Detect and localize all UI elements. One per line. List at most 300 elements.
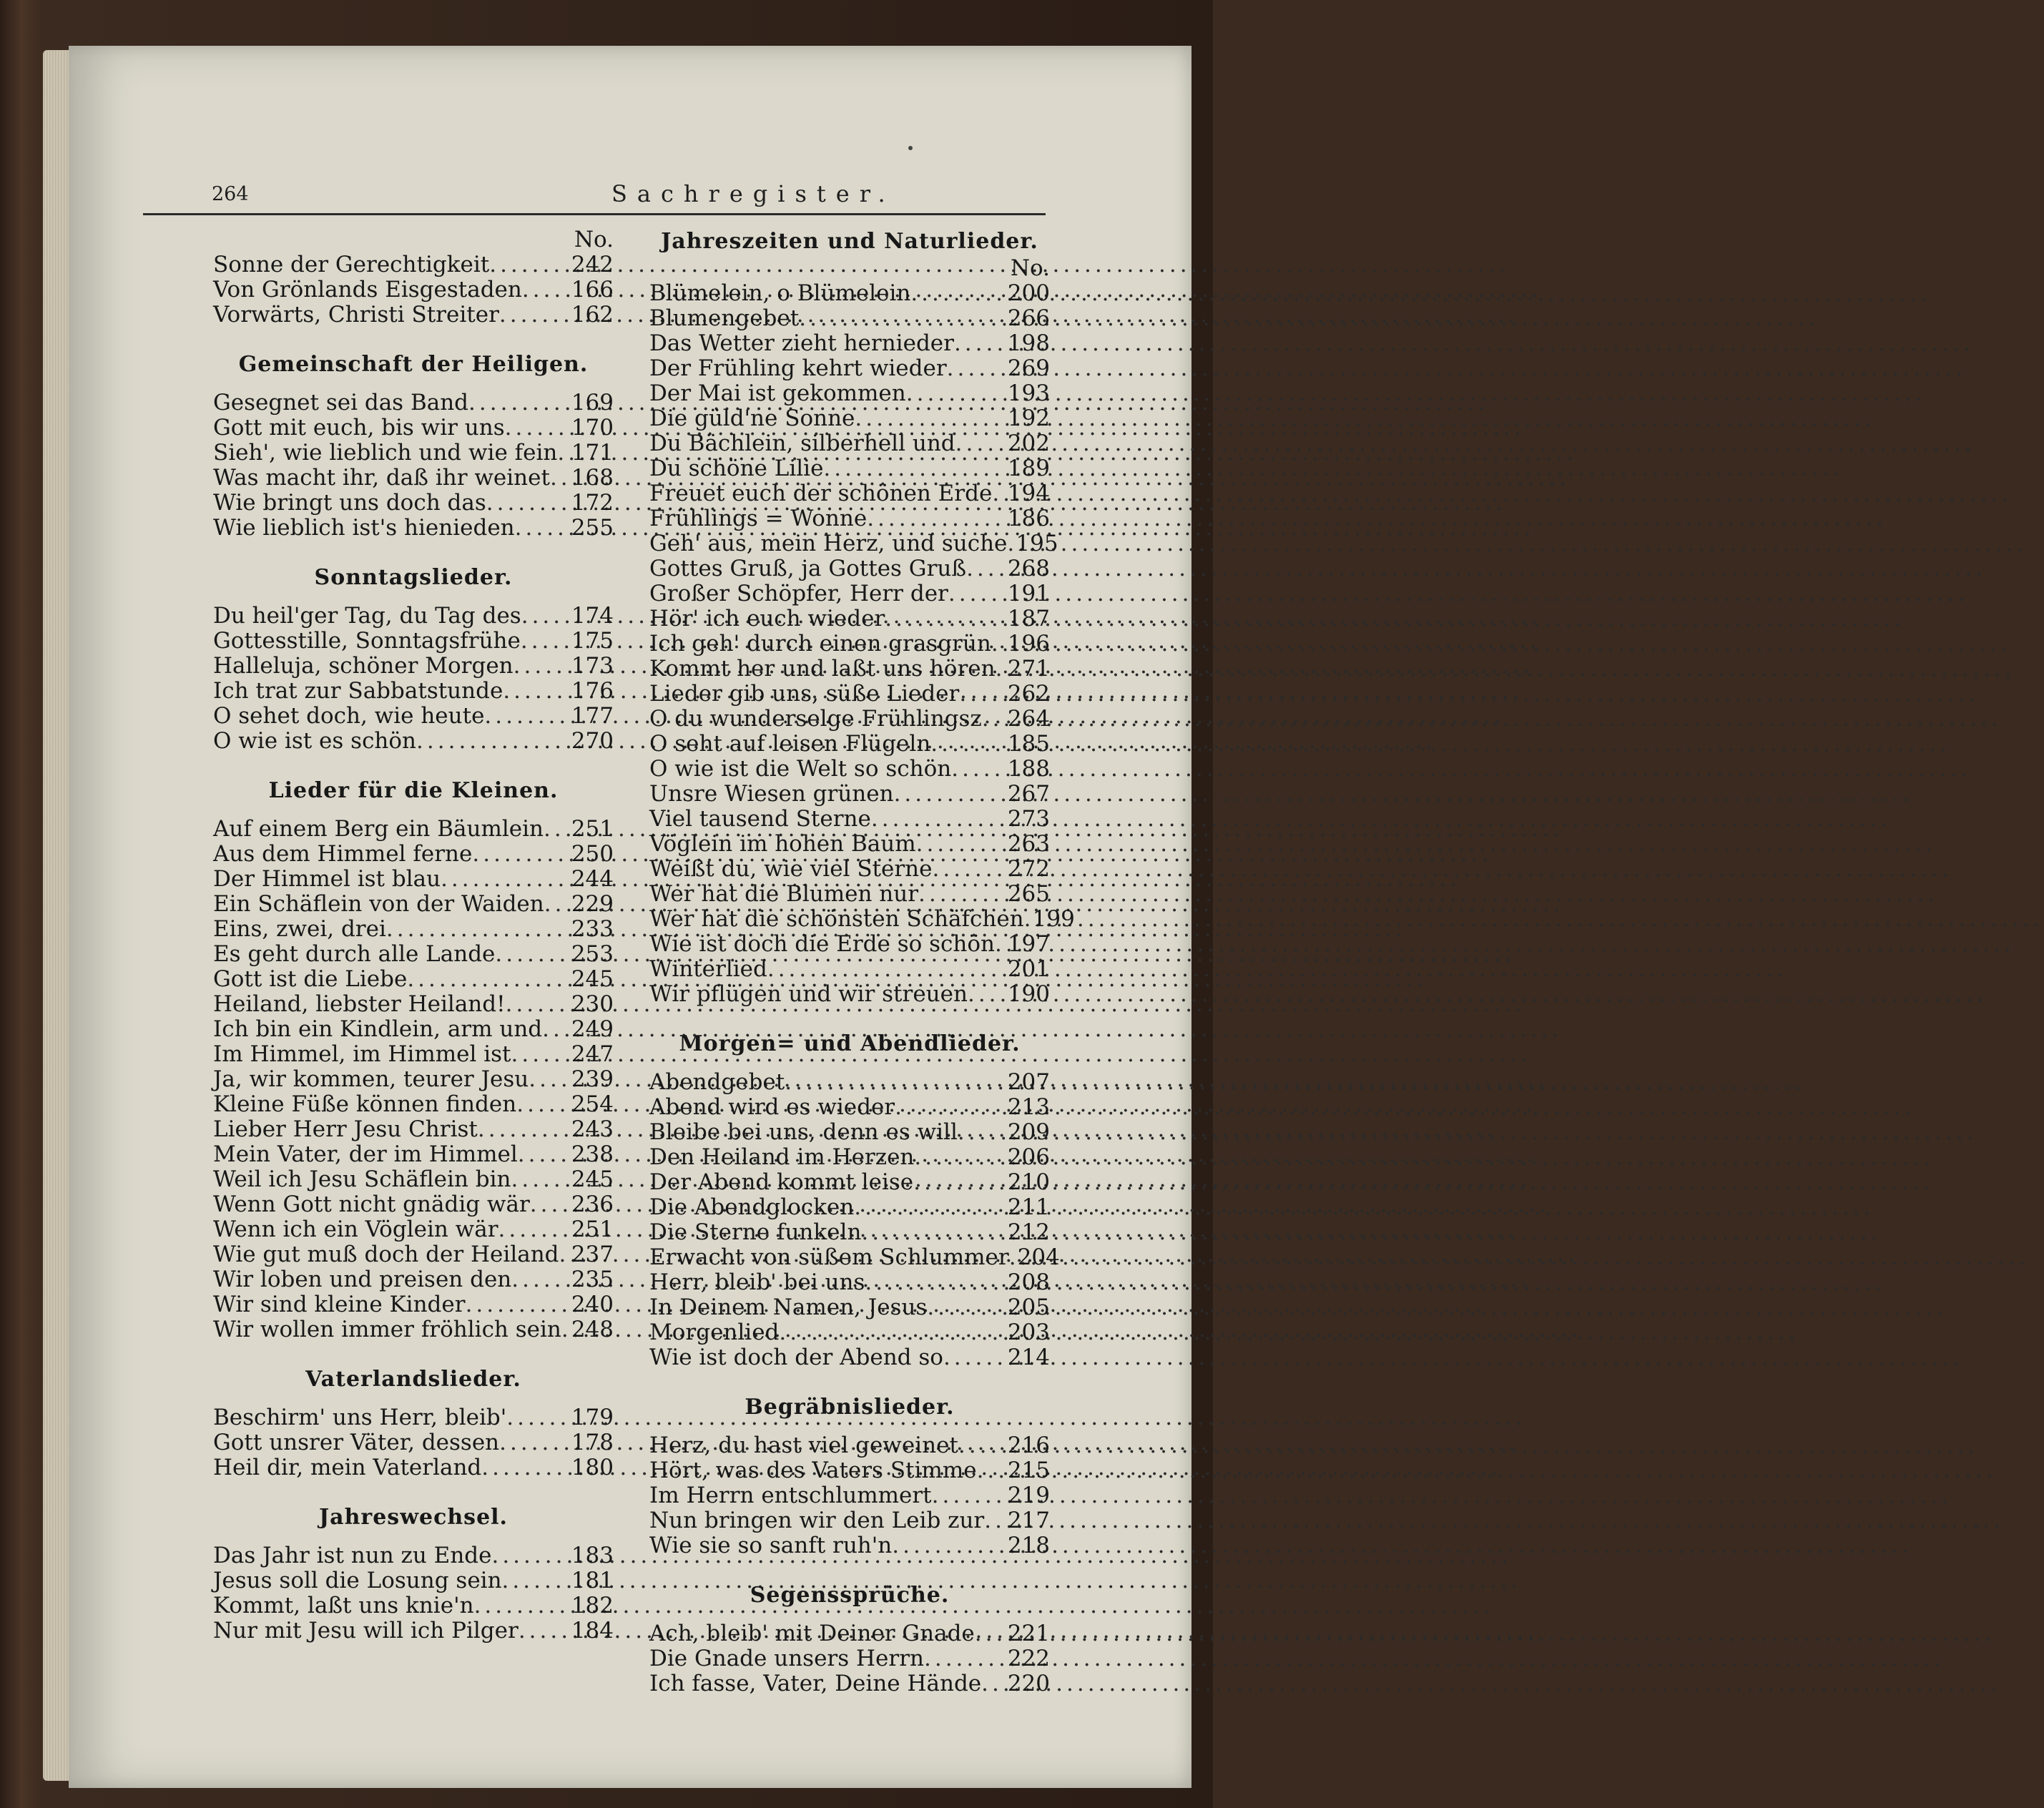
entry-number: 170	[571, 415, 614, 441]
leader-dots	[519, 1618, 570, 1644]
entry-title: Den Heiland im Herzen	[649, 1144, 915, 1170]
entry-title: Eins, zwei, drei	[213, 916, 386, 942]
leader-dots	[518, 1142, 570, 1167]
entry-title: Was macht ihr, daß ihr weinet	[213, 465, 550, 491]
entry-title: Ach, bleib' mit Deiner Gnade	[649, 1621, 975, 1646]
entry-number: 192	[1007, 406, 1050, 431]
index-entry	[649, 556, 1050, 581]
index-entry	[649, 431, 1050, 456]
entry-number: 266	[1007, 305, 1050, 331]
entry-title: Der Mai ist gekommen	[649, 380, 906, 406]
entry-title: Lieber Herr Jesu Christ	[213, 1116, 478, 1142]
entry-title: Wir wollen immer fröhlich sein	[213, 1317, 561, 1342]
index-entry	[649, 957, 1050, 982]
entry-title: Erwacht von süßem Schlummer	[649, 1244, 1009, 1270]
entry-title: Wie gut muß doch der Heiland	[213, 1242, 559, 1267]
entry-title: Die Abendglocken	[649, 1194, 855, 1220]
entry-title: Viel tausend Sterne	[649, 806, 871, 832]
leader-dots	[515, 516, 570, 541]
entry-number: 214	[1007, 1345, 1050, 1370]
entry-number: 188	[1007, 756, 1050, 782]
leader-dots	[924, 1646, 1006, 1671]
leader-dots	[977, 1458, 1006, 1483]
entry-number: 172	[571, 490, 614, 516]
index-entry	[649, 1533, 1050, 1558]
entry-number: 205	[1007, 1294, 1050, 1320]
entry-number: 218	[1007, 1533, 1050, 1558]
right-column	[649, 227, 1075, 1696]
entry-number: 271	[1007, 656, 1050, 682]
entry-number: 187	[1007, 606, 1050, 632]
entry-title: Großer Schöpfer, Herr der	[649, 581, 948, 606]
leader-dots	[948, 581, 1006, 606]
leader-dots	[982, 707, 1006, 732]
index-entry	[213, 1242, 614, 1267]
entry-title: Aus dem Himmel ferne	[213, 841, 473, 867]
entry-title: Gott ist die Liebe	[213, 966, 408, 992]
leader-dots	[894, 782, 1006, 807]
entry-number: 245	[571, 966, 614, 992]
entry-title: Frühlings = Wonne	[649, 506, 868, 531]
leader-dots	[906, 381, 1006, 406]
leader-dots	[514, 654, 570, 679]
entry-title: O wie ist die Welt so schön	[649, 756, 952, 782]
entry-number: 185	[1007, 731, 1050, 757]
leader-dots	[502, 1568, 570, 1593]
entry-number: 221	[1007, 1621, 1050, 1646]
entry-number: 273	[1007, 806, 1050, 832]
index-entry	[649, 1345, 1050, 1370]
entry-number: 208	[1007, 1269, 1050, 1295]
index-entry	[213, 629, 614, 654]
entry-number: 179	[571, 1405, 614, 1430]
leader-dots	[984, 1508, 1006, 1533]
leader-dots	[505, 416, 570, 441]
leader-dots	[511, 1267, 570, 1292]
entry-number: 268	[1007, 556, 1050, 581]
entry-number: 254	[571, 1091, 614, 1117]
entry-number: 195	[1016, 531, 1058, 556]
entry-number: 174	[571, 603, 614, 629]
entry-number: 263	[1007, 831, 1050, 857]
leader-dots	[855, 406, 1006, 431]
entry-title: Von Grönlands Eisgestaden	[213, 277, 522, 303]
leader-dots	[386, 917, 570, 942]
entry-number: 207	[1007, 1069, 1050, 1095]
index-entry	[649, 281, 1050, 306]
leader-dots	[958, 1120, 1006, 1145]
entry-title: Du Bächlein, silberhell und	[649, 431, 955, 456]
entry-title: Wer hat die schönsten Schäfchen	[649, 906, 1024, 932]
entry-title: Blumengebet	[649, 305, 800, 331]
entry-title: Herz, du hast viel geweinet	[649, 1433, 958, 1458]
entry-title: Abend wird es wieder	[649, 1094, 895, 1120]
index-entry	[649, 456, 1050, 481]
entry-number: 270	[571, 728, 614, 754]
entry-number: 264	[1007, 706, 1050, 732]
entry-title: O seht auf leisen Flügeln	[649, 731, 931, 757]
leader-dots	[416, 729, 570, 754]
index-entry	[213, 1142, 614, 1167]
leader-dots	[914, 1145, 1006, 1170]
entry-title: Beschirm' uns Herr, bleib'	[213, 1405, 507, 1430]
index-entry	[213, 1430, 614, 1455]
leader-dots	[486, 491, 570, 516]
leader-dots	[503, 679, 570, 704]
entry-title: Nun bringen wir den Leib zur	[649, 1508, 985, 1533]
entry-title: Vöglein im hohen Baum	[649, 831, 916, 857]
leader-dots	[478, 1117, 570, 1142]
page-edges	[43, 50, 72, 1781]
entry-number: 248	[571, 1317, 614, 1342]
entry-number: 250	[571, 841, 614, 867]
index-entry	[649, 782, 1050, 807]
index-entry	[649, 1270, 1050, 1295]
index-entry	[649, 1195, 1050, 1220]
entry-title: Weißt du, wie viel Sterne	[649, 856, 933, 882]
leader-dots	[544, 817, 570, 842]
index-entry	[213, 1117, 614, 1142]
leader-dots	[910, 281, 1006, 306]
entry-number: 251	[571, 816, 614, 842]
index-entry	[649, 506, 1050, 531]
index-entry	[649, 531, 1058, 556]
entry-title: Jesus soll die Losung sein	[213, 1568, 502, 1593]
leader-dots	[892, 1533, 1006, 1558]
entry-title: O wie ist es schön	[213, 728, 417, 754]
leader-dots	[468, 390, 570, 416]
page-number: 264	[212, 183, 249, 205]
entry-title: Gottes Gruß, ja Gottes Gruß	[649, 556, 967, 581]
index-entry	[649, 306, 1050, 331]
section-heading: Sonntagslieder.	[314, 565, 513, 590]
entry-number: 168	[571, 465, 614, 491]
index-entry	[649, 1070, 1050, 1095]
index-entry	[213, 303, 614, 328]
leader-dots	[561, 1317, 570, 1342]
leader-dots	[516, 1092, 570, 1117]
leader-dots	[996, 657, 1006, 682]
running-title: Sachregister.	[611, 180, 895, 207]
entry-title: Hör' ich euch wieder	[649, 606, 885, 632]
entry-number: 220	[1007, 1671, 1050, 1696]
entry-number: 176	[571, 678, 614, 704]
entry-title: Wie ist doch der Abend so	[649, 1345, 943, 1370]
entry-number: 236	[571, 1192, 614, 1217]
index-entry	[213, 917, 614, 942]
entry-title: Wie sie so sanft ruh'n	[649, 1533, 893, 1558]
index-entry	[649, 1170, 1050, 1195]
entry-title: Ein Schäflein von der Waiden	[213, 891, 544, 917]
index-entry	[649, 632, 1050, 657]
entry-title: Wie lieblich ist's hienieden	[213, 515, 515, 541]
entry-number: 171	[571, 440, 614, 466]
index-entry	[649, 481, 1050, 506]
index-entry	[649, 807, 1050, 832]
entry-title: Wir pflügen und wir streuen	[649, 981, 968, 1007]
index-entry	[649, 1320, 1050, 1345]
entry-number: 206	[1007, 1144, 1050, 1170]
leader-dots	[559, 1242, 570, 1267]
section-heading: Morgen= und Abendlieder.	[679, 1031, 1021, 1056]
index-entry	[649, 757, 1050, 782]
entry-number: 175	[571, 628, 614, 654]
entry-title: Ich trat zur Sabbatstunde	[213, 678, 503, 704]
index-entry	[213, 992, 614, 1017]
leader-dots	[466, 1292, 570, 1317]
entry-number: 235	[571, 1267, 614, 1292]
entry-title: Es geht durch alle Lande	[213, 941, 496, 967]
entry-title: Ich fasse, Vater, Deine Hände	[649, 1671, 982, 1696]
entry-number: 169	[571, 390, 614, 416]
index-entry	[213, 390, 614, 416]
entry-number: 210	[1007, 1169, 1050, 1195]
entry-number: 222	[1007, 1646, 1050, 1671]
entry-number: 255	[571, 515, 614, 541]
index-entry	[213, 729, 614, 754]
index-entry	[213, 604, 614, 629]
index-entry	[649, 381, 1050, 406]
entry-title: Die güld'ne Sonne	[649, 406, 855, 431]
entry-number: 191	[1007, 581, 1050, 606]
index-entry	[649, 1295, 1050, 1320]
leader-dots	[506, 992, 570, 1017]
leader-dots	[530, 1192, 570, 1217]
entry-title: Wie ist doch die Erde so schön	[649, 931, 995, 957]
leader-dots	[779, 1320, 1006, 1345]
entry-number: 181	[571, 1568, 614, 1593]
entry-title: Gesegnet sei das Band	[213, 390, 469, 416]
index-entry	[649, 732, 1050, 757]
leader-dots	[865, 1270, 1006, 1295]
leader-dots	[933, 857, 1006, 882]
index-entry	[649, 356, 1050, 381]
leader-dots	[885, 606, 1006, 632]
entry-number: 219	[1007, 1483, 1050, 1508]
leader-dots	[481, 1455, 570, 1480]
leader-dots	[521, 629, 570, 654]
left-column	[213, 227, 614, 1644]
entry-title: Herr, bleib' bei uns	[649, 1269, 865, 1295]
entry-number: 253	[571, 941, 614, 967]
entry-title: Heil dir, mein Vaterland	[213, 1455, 482, 1480]
index-entry	[649, 331, 1050, 356]
entry-title: Auf einem Berg ein Bäumlein	[213, 816, 544, 842]
index-entry	[213, 416, 614, 441]
index-entry	[213, 842, 614, 867]
entry-title: Das Wetter zieht hernieder	[649, 330, 954, 356]
leader-dots	[521, 604, 570, 629]
entry-title: Im Himmel, im Himmel ist	[213, 1041, 511, 1067]
entry-number: 162	[571, 302, 614, 328]
entry-number: 216	[1007, 1433, 1050, 1458]
entry-number: 173	[571, 653, 614, 679]
index-entry	[213, 654, 614, 679]
number-column-label: No.	[574, 227, 614, 252]
entry-number: 199	[1032, 906, 1075, 932]
entry-title: Blümelein, o Blümelein	[649, 280, 911, 306]
index-entry	[213, 704, 614, 729]
leader-dots	[854, 1195, 1006, 1220]
section-heading: Begräbnislieder.	[745, 1395, 955, 1420]
entry-number: 262	[1007, 681, 1050, 707]
index-entry	[649, 707, 1050, 732]
leader-dots	[474, 1593, 570, 1618]
entry-number: 233	[571, 916, 614, 942]
entry-title: Ich bin ein Kindlein, arm und	[213, 1016, 543, 1042]
index-entry	[213, 1067, 614, 1092]
leader-dots	[491, 1543, 569, 1568]
entry-number: 186	[1007, 506, 1050, 531]
leader-dots	[557, 441, 569, 466]
entry-title: Kommt, laßt uns knie'n	[213, 1593, 474, 1618]
index-entry	[213, 1267, 614, 1292]
leader-dots	[799, 306, 1006, 331]
index-entry	[649, 857, 1050, 882]
entry-title: Wenn Gott nicht gnädig wär	[213, 1192, 530, 1217]
entry-number: 217	[1007, 1508, 1050, 1533]
index-entry	[649, 1120, 1050, 1145]
leader-dots	[823, 456, 1006, 481]
entry-number: 269	[1007, 355, 1050, 381]
entry-number: 203	[1007, 1320, 1050, 1345]
index-entry	[649, 1220, 1050, 1245]
entry-title: Hört, was des Vaters Stimme	[649, 1458, 977, 1483]
entry-number: 267	[1007, 781, 1050, 807]
entry-number: 244	[571, 866, 614, 892]
entry-number: 193	[1007, 380, 1050, 406]
index-entry	[213, 892, 614, 917]
entry-title: Heiland, liebster Heiland!	[213, 991, 506, 1017]
leader-dots	[522, 277, 570, 303]
entry-number: 166	[571, 277, 614, 303]
entry-title: O sehet doch, wie heute	[213, 703, 485, 729]
entry-title: Wenn ich ein Vöglein wär	[213, 1217, 498, 1242]
entry-number: 197	[1007, 931, 1050, 957]
leader-dots	[895, 1095, 1006, 1120]
leader-dots	[511, 1167, 570, 1192]
index-entry	[213, 252, 614, 277]
leader-dots	[991, 632, 1006, 657]
leader-dots	[992, 481, 1006, 506]
entry-title: Freuet euch der schönen Erde	[649, 481, 993, 506]
entry-title: Du heil'ger Tag, du Tag des	[213, 603, 521, 629]
index-entry	[649, 982, 1050, 1007]
index-entry	[213, 1543, 614, 1568]
index-entry	[213, 441, 614, 466]
entry-title: Morgenlied	[649, 1320, 780, 1345]
entry-title: Geh' aus, mein Herz, und suche	[649, 531, 1008, 556]
index-entry	[649, 682, 1050, 707]
entry-number: 237	[571, 1242, 614, 1267]
leader-dots	[441, 867, 570, 892]
index-entry	[649, 906, 1075, 932]
entry-title: Die Gnade unsers Herrn	[649, 1646, 924, 1671]
index-entry	[649, 882, 1050, 907]
entry-number: 239	[571, 1066, 614, 1092]
index-entry	[649, 1458, 1050, 1483]
index-entry	[213, 277, 614, 303]
entry-title: Wir loben und preisen den	[213, 1267, 512, 1292]
entry-title: Wer hat die Blumen nur	[649, 881, 919, 907]
leader-dots	[489, 252, 570, 277]
leader-dots	[550, 466, 570, 491]
entry-number: 249	[571, 1016, 614, 1042]
entry-title: Gottesstille, Sonntagsfrühe	[213, 628, 521, 654]
leader-dots	[499, 1430, 570, 1455]
section-heading: Jahreszeiten und Naturlieder.	[661, 229, 1038, 254]
entry-title: Gott unsrer Väter, dessen	[213, 1430, 500, 1455]
entry-number: 247	[571, 1041, 614, 1067]
section-heading: Vaterlandslieder.	[305, 1367, 521, 1392]
index-entry	[649, 832, 1050, 857]
leader-dots	[1009, 1245, 1016, 1270]
entry-title: O du wunderselge Frühlingsz	[649, 706, 982, 732]
index-entry	[213, 967, 614, 992]
leader-dots	[958, 1433, 1006, 1458]
entry-number: 211	[1007, 1194, 1050, 1220]
entry-number: 189	[1007, 456, 1050, 481]
entry-title: Ich geh' durch einen grasgrün	[649, 631, 991, 657]
index-entry	[649, 1433, 1050, 1458]
entry-number: 196	[1007, 631, 1050, 657]
index-entry	[213, 1192, 614, 1217]
entry-number: 212	[1007, 1219, 1050, 1245]
leader-dots	[867, 506, 1006, 531]
index-entry	[213, 1618, 614, 1644]
entry-number: 229	[571, 891, 614, 917]
index-entry	[649, 1483, 1050, 1508]
entry-number: 190	[1007, 981, 1050, 1007]
index-entry	[213, 679, 614, 704]
entry-title: Bleibe bei uns, denn es will	[649, 1119, 958, 1145]
leader-dots	[1007, 531, 1014, 556]
leader-dots	[785, 1070, 1006, 1095]
entry-title: Lieder gib uns, süße Lieder	[649, 681, 960, 707]
leader-dots	[918, 882, 1006, 907]
entry-title: Winterlied	[649, 956, 767, 982]
entry-title: Die Sterne funkeln	[649, 1219, 862, 1245]
entry-number: 198	[1007, 330, 1050, 356]
entry-title: Weil ich Jesu Schäflein bin	[213, 1166, 511, 1192]
leader-dots	[951, 757, 1006, 782]
index-entry	[649, 1671, 1050, 1696]
index-entry	[213, 817, 614, 842]
index-entry	[213, 1017, 614, 1042]
entry-title: Der Abend kommt leise	[649, 1169, 914, 1195]
number-column-label: No.	[1010, 255, 1050, 281]
entry-title: Sieh', wie lieblich und wie fein	[213, 440, 558, 466]
leader-dots	[495, 942, 569, 967]
entry-number: 204	[1017, 1244, 1060, 1270]
index-entry	[649, 657, 1050, 682]
leader-dots	[529, 1067, 570, 1092]
leader-dots	[943, 1345, 1006, 1370]
entry-title: In Deinem Namen, Jesus	[649, 1294, 928, 1320]
leader-dots	[511, 1042, 570, 1067]
index-entry	[649, 1621, 1050, 1646]
entry-number: 183	[571, 1543, 614, 1568]
index-entry	[213, 1292, 614, 1317]
index-entry	[213, 491, 614, 516]
index-entry	[213, 1568, 614, 1593]
leader-dots	[506, 1405, 570, 1430]
entry-title: Ja, wir kommen, teurer Jesu	[213, 1066, 529, 1092]
section-heading: Segenssprüche.	[750, 1583, 950, 1608]
entry-number: 182	[571, 1593, 614, 1618]
entry-number: 215	[1007, 1458, 1050, 1483]
entry-title: Wie bringt uns doch das	[213, 490, 486, 516]
